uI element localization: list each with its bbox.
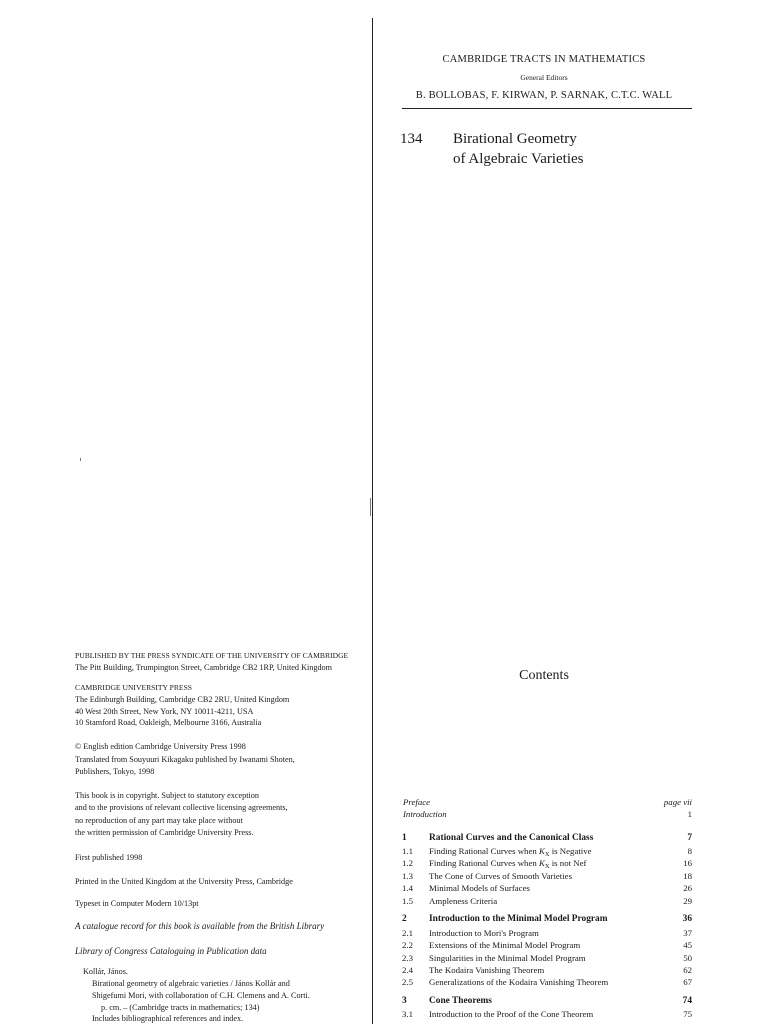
toc-page: 26 <box>683 883 692 893</box>
toc-section-number: 1.3 <box>402 871 413 881</box>
edition-line: Translated from Souyuuri Kikagaku published by Iwanami Shoten, <box>75 755 295 764</box>
toc-title: Preface <box>403 797 431 807</box>
toc-section-number: 3.1 <box>402 1009 413 1019</box>
toc-page: 74 <box>682 996 692 1006</box>
toc-page: 36 <box>682 914 692 924</box>
toc-section-number: 2.2 <box>402 940 413 950</box>
toc-page: 75 <box>683 1009 692 1019</box>
toc-section-title: Introduction to Mori's Program <box>429 928 539 938</box>
edition-line: Publishers, Tokyo, 1998 <box>75 767 155 776</box>
cip-line: Kollár, János. <box>83 967 128 976</box>
editors-list: B. BOLLOBAS, F. KIRWAN, P. SARNAK, C.T.C. WALL <box>415 90 673 101</box>
toc-section-title: Minimal Models of Surfaces <box>429 883 530 893</box>
cip-line: Shigefumi Mori, with collaboration of C.H. Clemens and A. Corti. <box>92 991 310 1000</box>
printed-note: Printed in the United Kingdom at the University Press, Cambridge <box>75 877 293 886</box>
toc-section-number: 2.4 <box>402 965 413 975</box>
toc-section-title: Extensions of the Minimal Model Program <box>429 940 581 950</box>
cip-line: Birational geometry of algebraic varieties / János Kollár and <box>92 979 290 988</box>
scan-mark <box>370 498 371 516</box>
publisher-address: The Pitt Building, Trumpington Street, Cambridge CB2 1RP, United Kingdom <box>75 663 333 672</box>
toc-section-number: 1.4 <box>402 883 413 893</box>
toc-section-number: 1.1 <box>402 846 413 856</box>
toc-page: 37 <box>683 928 692 938</box>
toc-chapter-title: Introduction to the Minimal Model Program <box>429 914 608 924</box>
copyright-line: no reproduction of any part may take place without <box>75 816 243 825</box>
toc-title: Introduction <box>403 809 447 819</box>
toc-chapter-number: 1 <box>402 833 407 843</box>
first-published: First published 1998 <box>75 853 143 862</box>
toc-page: page vii <box>663 797 692 807</box>
toc-chapter-title: Rational Curves and the Canonical Class <box>429 833 594 843</box>
toc-page: 29 <box>683 896 692 906</box>
toc-section-number: 1.5 <box>402 896 413 906</box>
toc-section-title: Finding Rational Curves when $K_X$ is not Nef <box>429 858 587 870</box>
editors-label: General Editors <box>520 73 568 82</box>
book-title-line-2: of Algebraic Varieties <box>453 151 584 167</box>
toc-chapter-number: 2 <box>402 914 407 924</box>
toc-page: 7 <box>687 833 692 843</box>
toc-page: 18 <box>683 871 692 881</box>
volume-number: 134 <box>400 131 423 147</box>
toc-page: 8 <box>687 846 692 856</box>
page-gutter-line <box>372 18 373 1024</box>
catalogue-note: A catalogue record for this book is available from the British Library <box>75 921 325 931</box>
toc-page: 1 <box>687 809 692 819</box>
scan-speck <box>80 458 81 461</box>
toc-page: 16 <box>683 858 692 868</box>
copyright-line: the written permission of Cambridge University Press. <box>75 828 254 837</box>
edition-line: © English edition Cambridge University Press 1998 <box>75 742 246 751</box>
toc-section-number: 2.1 <box>402 928 413 938</box>
toc-page: 67 <box>683 977 692 987</box>
press-name: CAMBRIDGE UNIVERSITY PRESS <box>75 683 193 692</box>
series-name: CAMBRIDGE TRACTS IN MATHEMATICS <box>442 54 646 65</box>
press-address: 40 West 20th Street, New York, NY 10011-4211, USA <box>75 707 254 716</box>
toc-section-title: Ampleness Criteria <box>429 896 498 906</box>
toc-page: 62 <box>683 965 692 975</box>
toc-section-title: Introduction to the Proof of the Cone Theorem <box>429 1009 594 1019</box>
publisher-heading: PUBLISHED BY THE PRESS SYNDICATE OF THE UNIVERSITY OF CAMBRIDGE <box>75 651 349 660</box>
toc-section-number: 2.3 <box>402 953 413 963</box>
toc-section-title: The Cone of Curves of Smooth Varieties <box>429 871 573 881</box>
toc-page: 50 <box>683 953 692 963</box>
title-rule <box>402 108 692 109</box>
toc-chapter-title: Cone Theorems <box>429 996 492 1006</box>
typeset-note: Typeset in Computer Modern 10/13pt <box>75 899 199 908</box>
copyright-line: This book is in copyright. Subject to statutory exception <box>75 791 259 800</box>
book-title-line-1: Birational Geometry <box>453 131 577 147</box>
toc-section-title: Generalizations of the Kodaira Vanishing Theorem <box>429 977 609 987</box>
toc-section-number: 2.5 <box>402 977 413 987</box>
toc-section-number: 1.2 <box>402 858 413 868</box>
cip-line: Includes bibliographical references and index. <box>92 1014 244 1023</box>
cip-line: p. cm. – (Cambridge tracts in mathematics; 134) <box>101 1003 260 1012</box>
toc-chapter-number: 3 <box>402 996 407 1006</box>
toc-section-title: Finding Rational Curves when $K_X$ is Negative <box>429 846 592 858</box>
press-address: The Edinburgh Building, Cambridge CB2 2RU, United Kingdom <box>75 695 290 704</box>
loc-heading: Library of Congress Cataloguing in Publication data <box>75 946 267 956</box>
press-address: 10 Stamford Road, Oakleigh, Melbourne 3166, Australia <box>75 718 262 727</box>
toc-section-title: Singularities in the Minimal Model Program <box>429 953 586 963</box>
copyright-line: and to the provisions of relevant collective licensing agreements, <box>75 803 288 812</box>
contents-heading: Contents <box>519 668 569 683</box>
toc-page: 45 <box>683 940 692 950</box>
toc-section-title: The Kodaira Vanishing Theorem <box>429 965 545 975</box>
